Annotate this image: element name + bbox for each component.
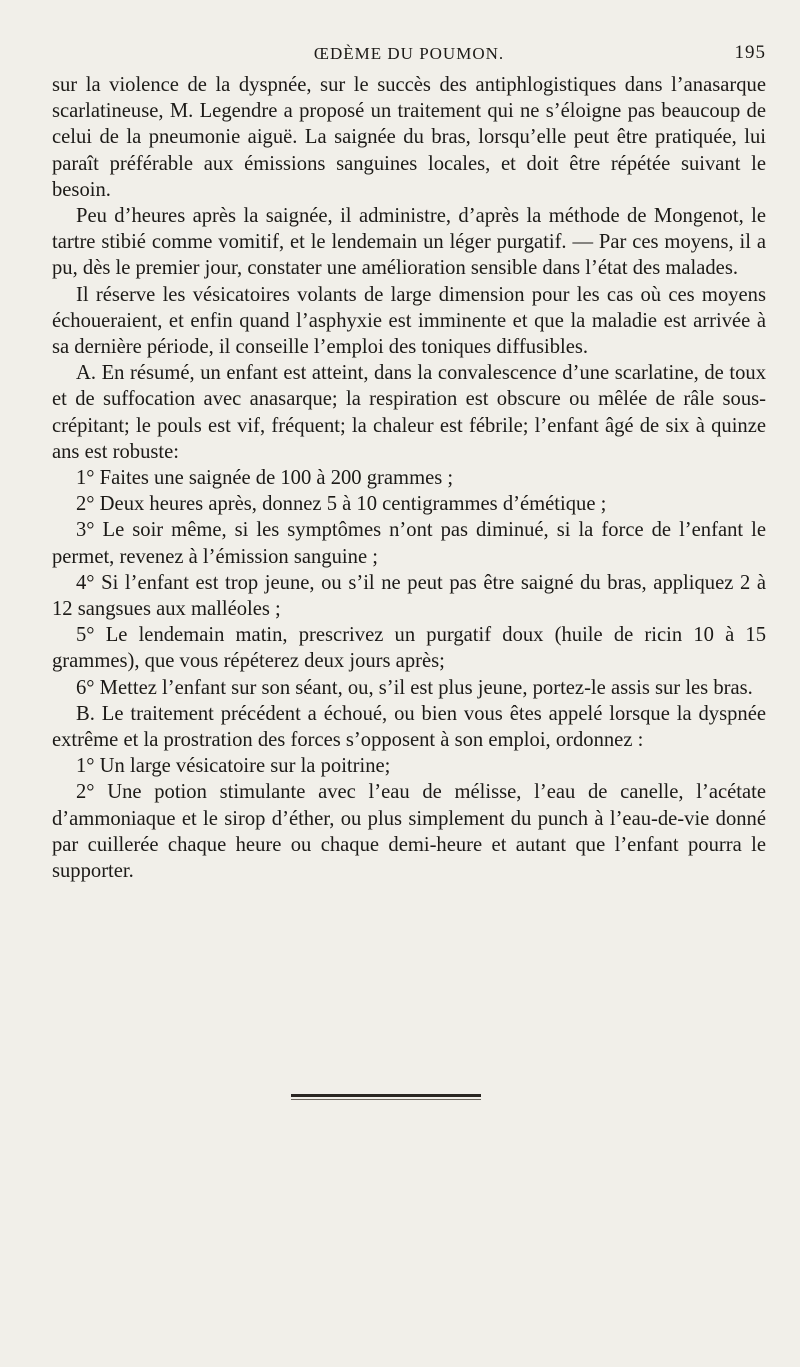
list-item: 1° Faites une saignée de 100 à 200 grammes ;	[76, 467, 454, 490]
running-head	[52, 40, 766, 68]
book-page	[52, 40, 766, 884]
list-item: 6° Mettez l’enfant sur son séant, ou, s’il est plus jeune, portez-le assis sur les bras.	[76, 676, 753, 699]
section-divider-thin	[291, 1099, 481, 1100]
list-item: 4° Si l’enfant est trop jeune, ou s’il ne peut pas être saigné du bras, appliquez 2 à 12 sangsues aux malléoles ;	[52, 571, 766, 621]
body-text	[52, 72, 766, 884]
list-item: 3° Le soir même, si les symptômes n’ont pas diminué, si la force de l’enfant le permet, revenez à l’émission sanguine ;	[52, 519, 766, 568]
paragraph: Peu d’heures après la saignée, il administre, d’après la méthode de Mongenot, le tartre stibié comme vomitif, et le lendemain un léger purgatif. — Par ces moyens, il a pu, dès le premier jour, constater une amélioration sensible dans l’état des malades.	[52, 205, 766, 280]
list-item: 2° Deux heures après, donnez 5 à 10 centigrammes d’émétique ;	[76, 493, 607, 516]
section-divider	[291, 1094, 481, 1097]
list-item: 1° Un large vésicatoire sur la poitrine;	[76, 755, 391, 778]
list-item: 5° Le lendemain matin, prescrivez un purgatif doux (huile de ricin 10 à 15 grammes), que vous répéterez deux jours après;	[52, 624, 766, 673]
paragraph-case-a: A. En résumé, un enfant est atteint, dans la convalescence d’une scarlatine, de toux et de suffocation avec anasarque; la respiration est obscure ou mêlée de râle sous-crépitant; le pouls est vif, fréquent; la chaleur est fébrile; l’enfant âgé de six à quinze ans est robuste:	[52, 362, 766, 463]
paragraph: Il réserve les vésicatoires volants de large dimension pour les cas où ces moyens échoueraient, et enfin quand l’asphyxie est imminente et que la maladie est arrivée à sa dernière période, il conseille l’emploi des toniques diffusibles.	[52, 283, 766, 359]
list-item: 2° Une potion stimulante avec l’eau de mélisse, l’eau de canelle, l’acétate d’ammoniaque et le sirop d’éther, ou plus simplement du punch à l’eau-de-vie donné par cuillerée chaque heure ou chaque demi-heure et autant que l’enfant pourra le supporter.	[52, 781, 766, 883]
paragraph: sur la violence de la dyspnée, sur le succès des antiphlogistiques dans l’anasarque scarlatineuse, M. Legendre a proposé un traitement qui ne s’éloigne pas beaucoup de celui de la pneumonie aiguë. La saignée du bras, lorsqu’elle peut être pratiquée, lui paraît préférable aux émissions sanguines locales, et doit être répétée suivant le besoin.	[52, 74, 766, 201]
paragraph-case-b: B. Le traitement précédent a échoué, ou bien vous êtes appelé lorsque la dyspnée extrême et la prostration des forces s’opposent à son emploi, ordonnez :	[52, 702, 766, 752]
page-number: 195	[734, 42, 766, 63]
running-title: ŒDÈME DU POUMON.	[313, 44, 505, 63]
